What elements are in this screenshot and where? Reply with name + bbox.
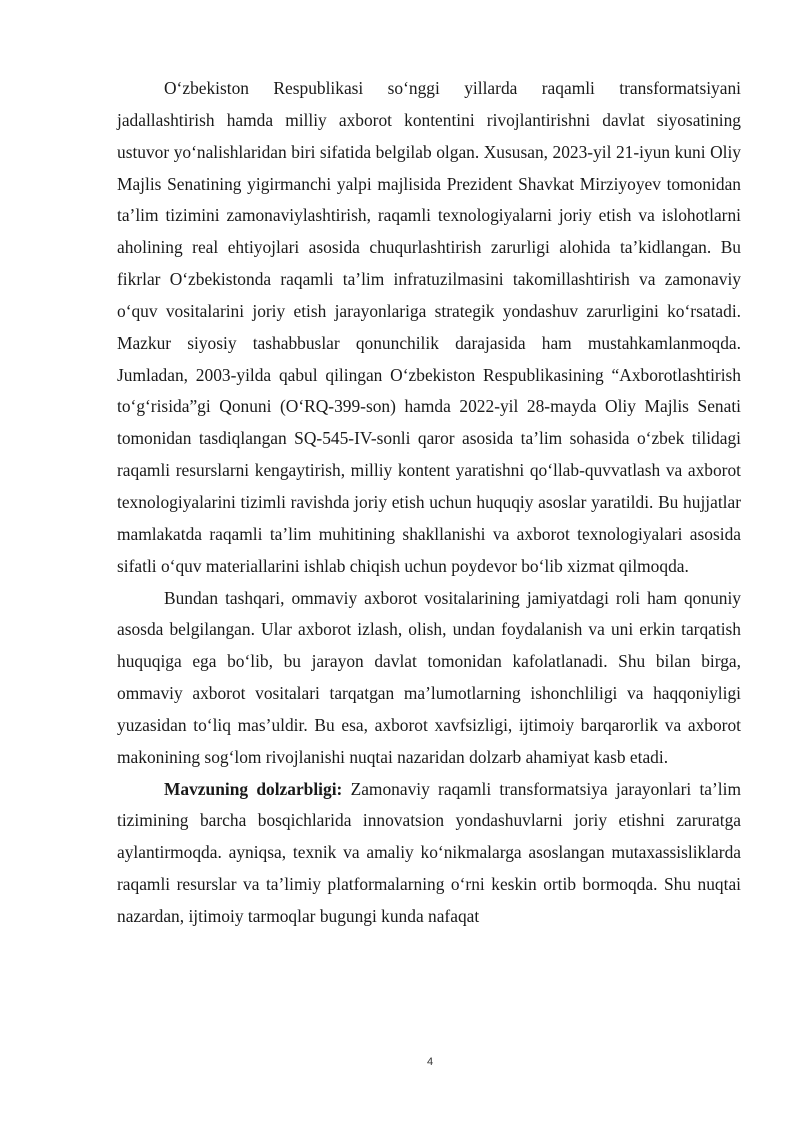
section-heading: Mavzuning dolzarbligi: xyxy=(164,778,343,799)
paragraph-3 xyxy=(117,774,741,933)
paragraph-1 xyxy=(117,73,741,583)
body-text xyxy=(117,73,741,933)
paragraph-2-text: Bundan tashqari, ommaviy axborot vositalarining jamiyatdagi roli ham qonuniy asosda belgilangan. Ular axborot izlash, olish, undan foydalanish va uni erkin tarqatish huquqiga ega bo‘lib, bu jarayon davlat tomonidan kafolatlanadi. Shu bilan birga, ommaviy axborot vositalari tarqatgan ma’lumotlarning ishonchliligi va haqqoniyligi yuzasidan to‘liq mas’uldir. Bu esa, axborot xavfsizligi, ijtimoiy barqarorlik va axborot makonining sog‘lom rivojlanishi nuqtai nazaridan dolzarb ahamiyat kasb etadi. xyxy=(117,587,741,767)
paragraph-1-text: O‘zbekiston Respublikasi so‘nggi yillarda raqamli transformatsiyani jadallashtirish hamda milliy axborot kontentini rivojlantirishni davlat siyosatining ustuvor yo‘nalishlaridan biri sifatida belgilab olgan. Xususan, 2023-yil 21-iyun kuni Oliy Majlis Senatining yigirmanchi yalpi majlisida Prezident Shavkat Mirziyoyev tomonidan ta’lim tizimini zamonaviylashtirish, raqamli texnologiyalarni joriy etish va islohotlarni aholining real ehtiyojlari asosida chuqurlashtirish zarurligi alohida ta’kidlangan. Bu fikrlar O‘zbekistonda raqamli ta’lim infratuzilmasini takomillashtirish va zamonaviy o‘quv vositalarini joriy etish jarayonlariga strategik yondashuv zarurligini ko‘rsatadi. Mazkur siyosiy tashabbuslar qonunchilik darajasida ham mustahkamlanmoqda. Jumladan, 2003-yilda qabul qilingan O‘zbekiston Respublikasining “Axborotlashtirish to‘g‘risida”gi Qonuni (O‘RQ-399-son) hamda 2022-yil 28-mayda Oliy Majlis Senati tomonidan tasdiqlangan SQ-545-IV-sonli qaror asosida ta’lim sohasida o‘zbek tilidagi raqamli resurslarni kengaytirish, milliy kontent yaratishni qo‘llab-quvvatlash va axborot texnologiyalarini tizimli ravishda joriy etish uchun huquqiy asoslar yaratildi. Bu hujjatlar mamlakatda raqamli ta’lim muhitining shakllanishi va axborot texnologiyalari asosida sifatli o‘quv materiallarini ishlab chiqish uchun poydevor bo‘lib xizmat qilmoqda. xyxy=(117,78,741,576)
paragraph-3-text: Zamonaviy raqamli transformatsiya jarayonlari ta’lim tizimining barcha bosqichlarida innovatsion yondashuvlarni joriy etishni zaruratga aylantirmoqda. ayniqsa, texnik va amaliy ko‘nikmalarga asoslangan mutaxassisliklarda raqamli resurslar va ta’limiy platformalarning o‘rni keskin ortib bormoqda. Shu nuqtai nazardan, ijtimoiy tarmoqlar bugungi kunda nafaqat xyxy=(117,778,741,926)
page-number: 4 xyxy=(426,1056,434,1068)
paragraph-2 xyxy=(117,583,741,774)
